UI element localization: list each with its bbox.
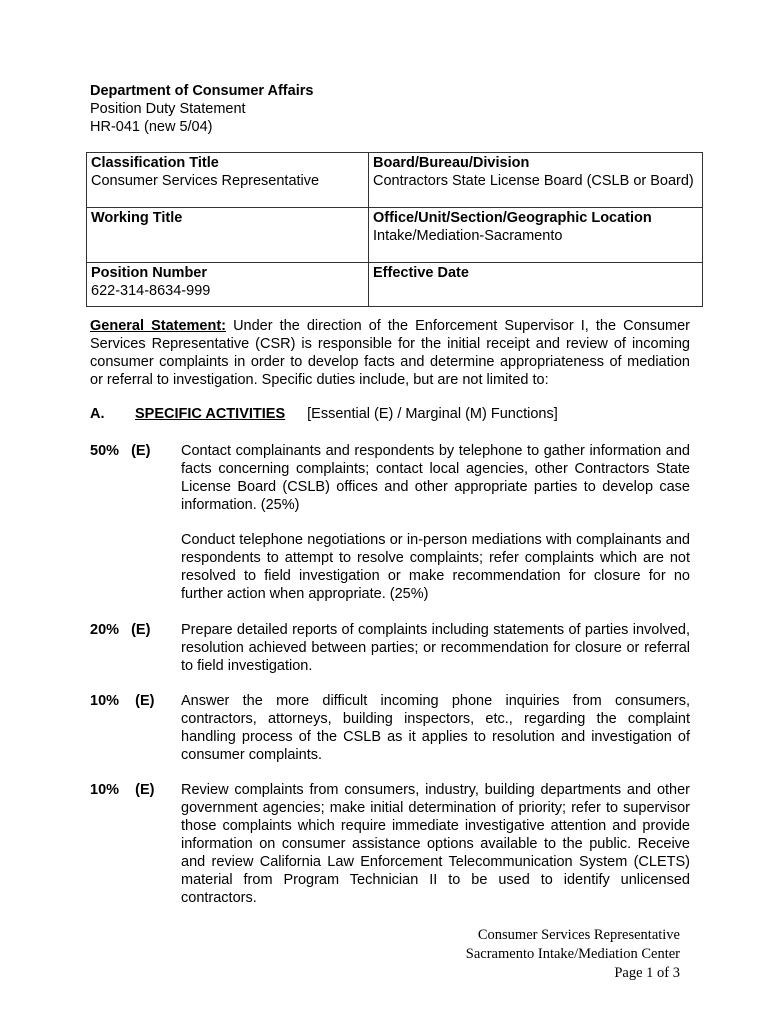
duty-item (90, 621, 690, 675)
duty-description (181, 621, 690, 675)
position-number-value: 622-314-8634-999 (91, 283, 211, 299)
duty-description (181, 442, 690, 603)
board-value: Contractors State License Board (CSLB or Board) (373, 173, 694, 189)
footer-position-title: Consumer Services Representative (477, 927, 680, 943)
duty-paragraph: Review complaints from consumers, industry, building departments and other government agencies; make initial determination of priority; refer to supervisor those complaints which require immediate investigative attention and provide information on consumer assistance options available to the public. Receive and review California Law Enforcement Telecommunication System (CLETS) material from Program Technician II to be used to identify unlicensed contractors. (181, 782, 690, 906)
working-title-label: Working Title (91, 210, 183, 226)
page-footer (466, 926, 680, 983)
classification-title-value: Consumer Services Representative (91, 173, 320, 189)
position-info-table (86, 152, 703, 307)
footer-center-name: Sacramento Intake/Mediation Center (465, 946, 680, 962)
general-statement (90, 317, 690, 389)
duty-item (90, 692, 690, 764)
form-number: HR-041 (new 5/04) (90, 119, 213, 135)
duty-paragraph: Prepare detailed reports of complaints including statements of parties involved, resolution achieved between parties; or recommendation for closure or referral to field investigation. (181, 622, 690, 674)
office-cell (369, 208, 703, 263)
section-a-heading (90, 405, 700, 423)
general-statement-text: Under the direction of the Enforcement Supervisor I, the Consumer Services Representative (CSR) is responsible for the initial receipt and review of incoming consumer complaints in order to develop facts and determine appropriateness of mediation or referral to investigation. Specific duties include, but are not limited to: (90, 318, 690, 388)
department-name: Department of Consumer Affairs (90, 83, 314, 99)
duty-description (181, 781, 690, 907)
effective-date-cell (369, 263, 703, 307)
document-header (90, 82, 313, 136)
duty-paragraph: Conduct telephone negotiations or in-person mediations with complainants and respondents to attempt to resolve complaints; refer complaints which are not resolved to field investigation or make recommendation for closure for no further action when appropriate. (25%) (181, 532, 690, 602)
duty-item (90, 442, 690, 603)
section-title: SPECIFIC ACTIVITIES (135, 406, 286, 422)
duty-description (181, 692, 690, 764)
effective-date-label: Effective Date (373, 265, 469, 281)
position-number-cell (87, 263, 369, 307)
board-label: Board/Bureau/Division (373, 155, 530, 171)
duty-percentage: 50% (E) (90, 443, 151, 459)
duty-item (90, 781, 690, 907)
office-value: Intake/Mediation-Sacramento (373, 228, 563, 244)
duty-percentage: 10% (E) (90, 782, 155, 798)
section-subtitle: [Essential (E) / Marginal (M) Functions] (307, 406, 558, 422)
position-number-label: Position Number (91, 265, 208, 281)
board-cell (369, 153, 703, 208)
duty-percentage: 20% (E) (90, 622, 151, 638)
classification-title-label: Classification Title (91, 155, 219, 171)
duty-paragraph: Answer the more difficult incoming phone inquiries from consumers, contractors, attorneys, building inspectors, etc., regarding the complaint handling process of the CSLB as it applies to resolution and investigation of consumer complaints. (181, 693, 690, 763)
classification-title-cell (87, 153, 369, 208)
duty-percentage: 10% (E) (90, 693, 155, 709)
office-label: Office/Unit/Section/Geographic Location (373, 210, 652, 226)
section-letter: A. (90, 406, 105, 422)
document-title: Position Duty Statement (90, 101, 246, 117)
page-number: Page 1 of 3 (614, 965, 680, 981)
working-title-cell (87, 208, 369, 263)
duty-paragraph: Contact complainants and respondents by telephone to gather information and facts concerning complaints; contact local agencies, other Contractors State License Board (CSLB) offices and other appropriate parties to develop case information. (25%) (181, 443, 690, 513)
general-statement-label: General Statement: (90, 318, 226, 334)
